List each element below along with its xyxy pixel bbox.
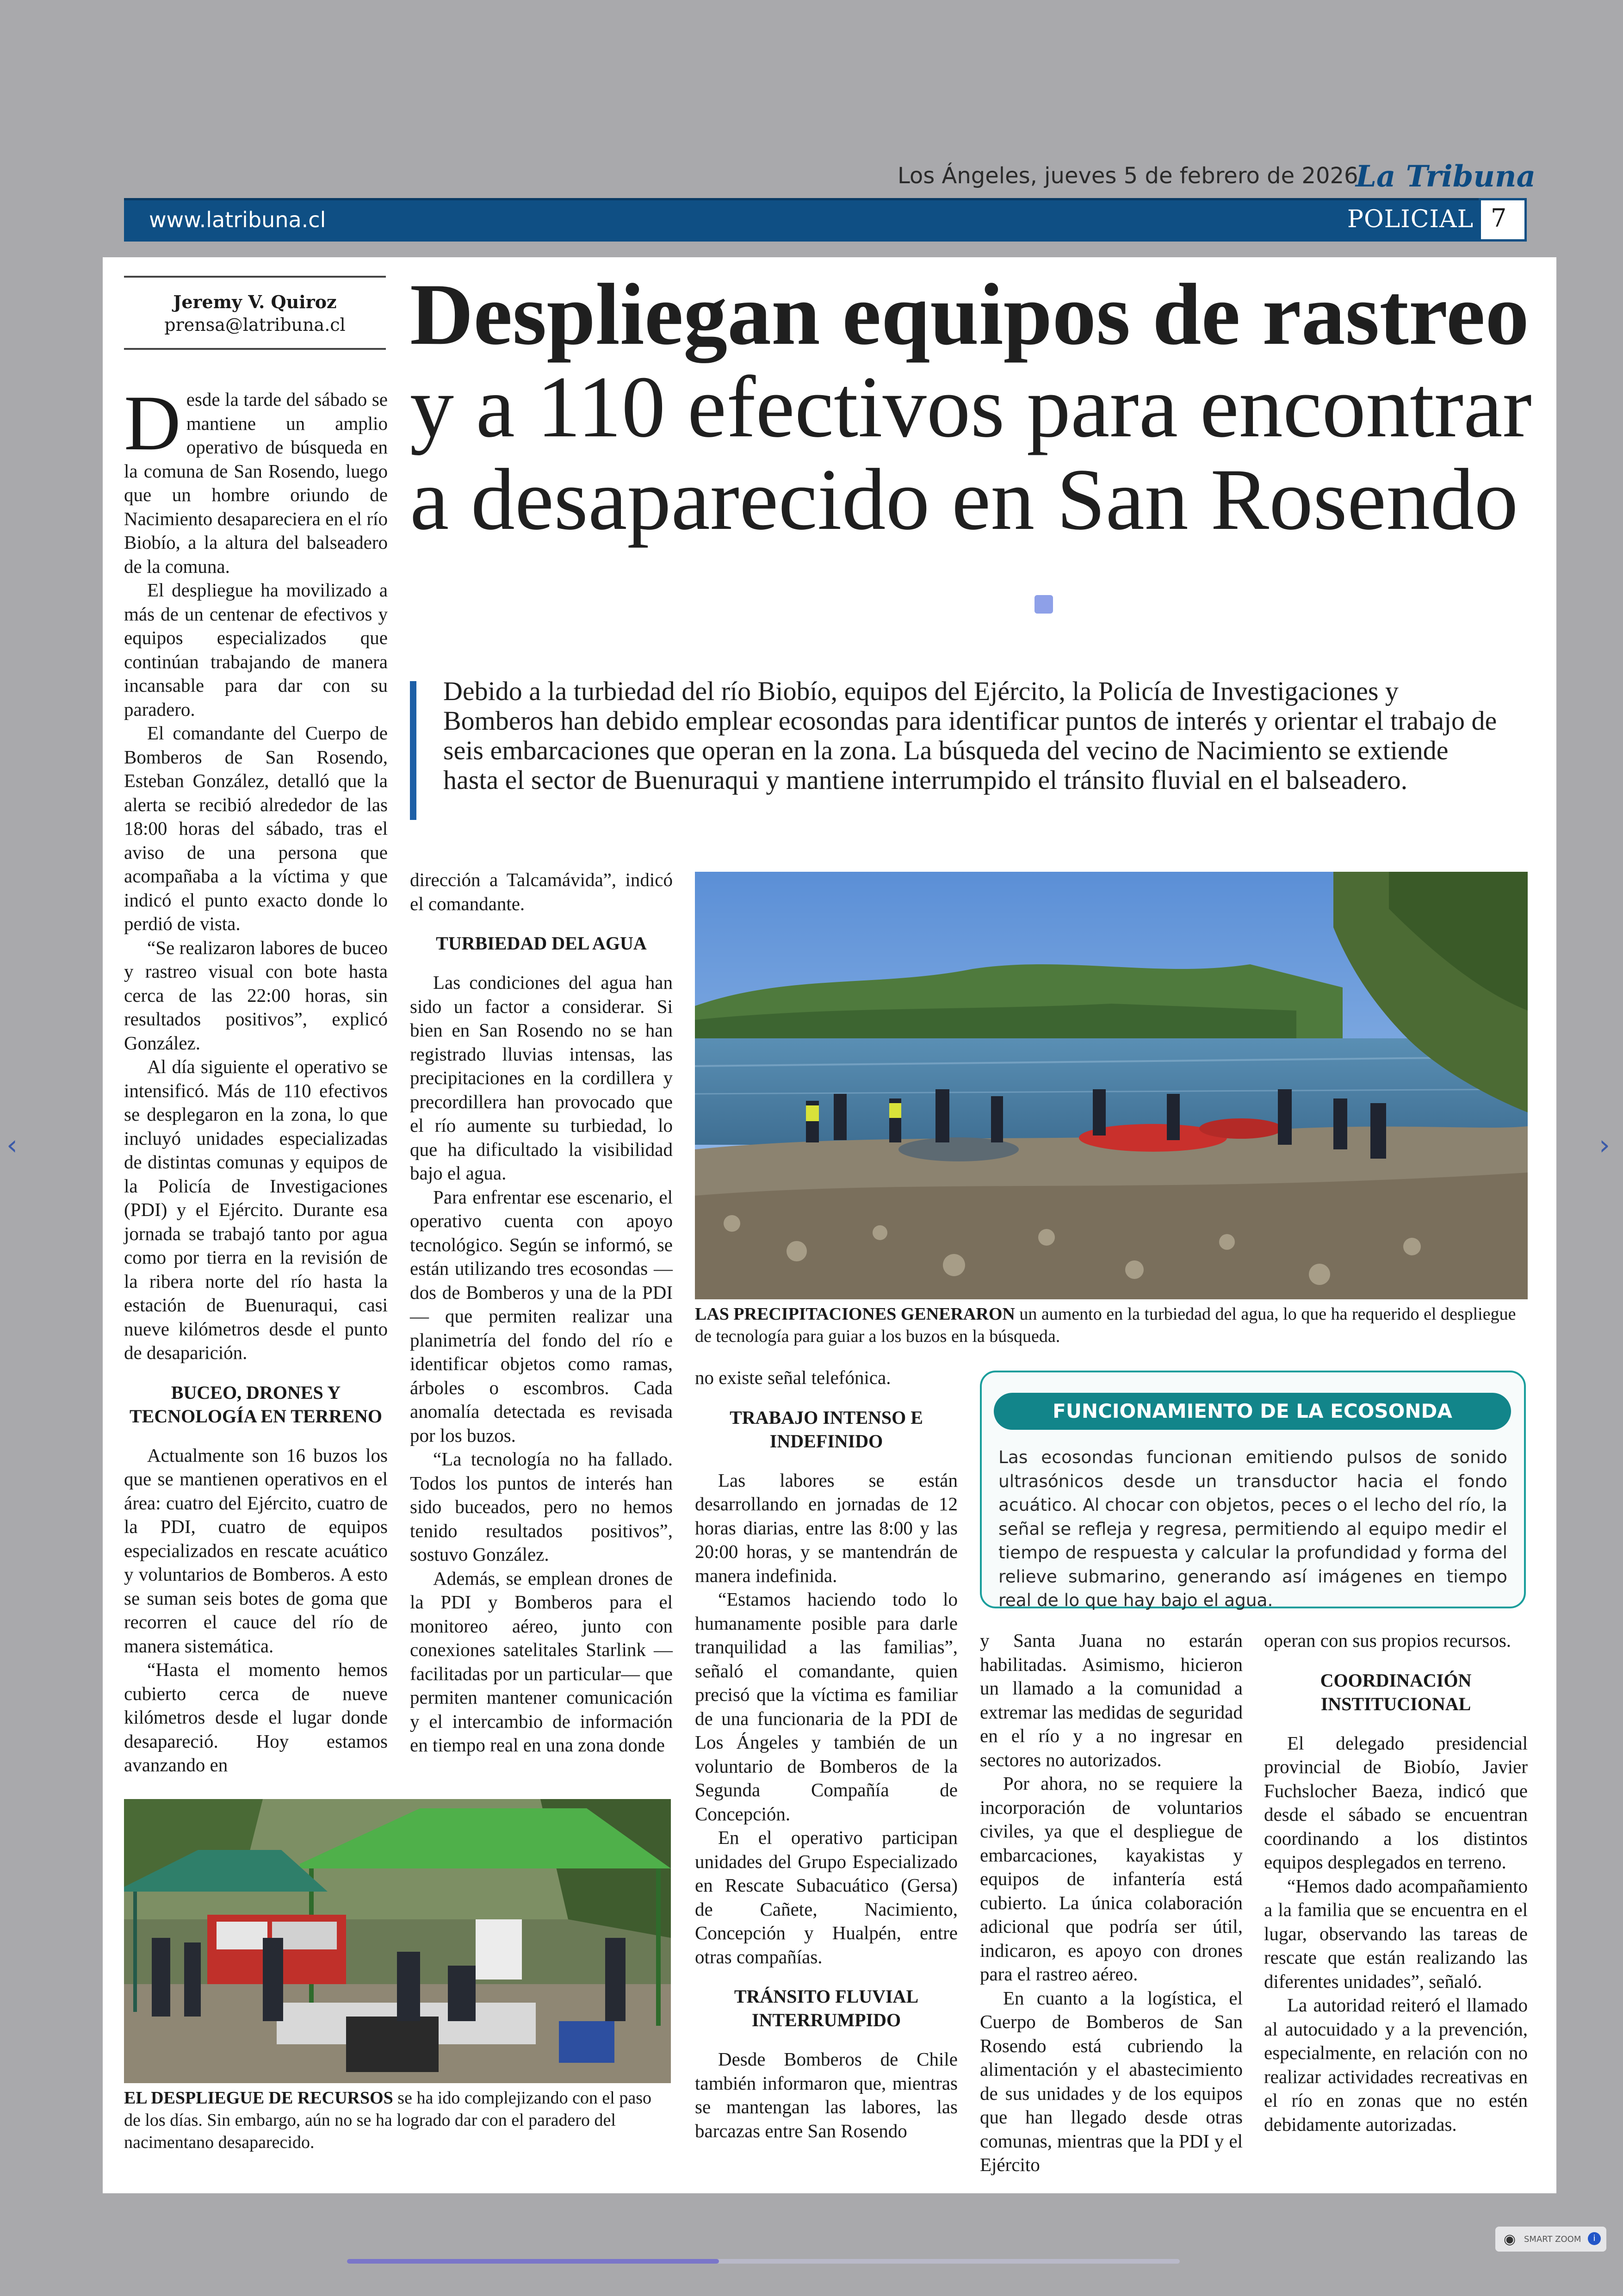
paragraph: El despliegue ha movilizado a más de un centenar de efectivos y equipos especializados que continúan trabajando de manera incansable para dar con su paradero. (124, 579, 388, 720)
annotation-icon[interactable] (1035, 595, 1053, 614)
article-column-2 (410, 868, 673, 1757)
paragraph: Por ahora, no se requiere la incorporación de voluntarios civiles, ya que el despliegue de embarcaciones, kayakistas y equipos de infantería está cubierto. La única colaboración adicional que podría ser útil, indicaron, es apoyo con drones para el rastreo aéreo. (980, 1773, 1243, 1985)
subheading: TURBIEDAD DEL AGUA (436, 933, 647, 954)
paragraph: Además, se emplean drones de la PDI y Bomberos para el monitoreo aéreo, junto con conexiones satelitales Starlink —facilitadas por un particular— que permiten mantener comunicación y el intercambio de información en tiempo real en una zona donde (410, 1567, 673, 1756)
paragraph: y Santa Juana no estarán habilitadas. Asimismo, hicieron un llamado a la comunidad a extremar las medidas de seguridad en el río y a no ingresar en sectores no autorizados. (980, 1630, 1243, 1770)
subheading: COORDINACIÓN INSTITUCIONAL (1320, 1669, 1472, 1714)
paragraph: En el operativo participan unidades del Grupo Especializado en Rescate Subacuático (Gersa) de Cañete, Nacimiento, Concepción y Hualpén, entre otras compañías. (695, 1827, 958, 1967)
paragraph: El comandante del Cuerpo de Bomberos de San Rosendo, Esteban González, detalló que la alerta se recibió alrededor de las 18:00 horas del sábado, tras el aviso de una persona que acompañaba a la víctima y que indicó el punto exacto donde lo perdió de vista. (124, 722, 388, 934)
rescue-river-photo (695, 872, 1528, 1299)
paragraph: Al día siguiente el operativo se intensificó. Más de 110 efectivos se desplegaron en la zona, lo que incluyó unidades especializadas de distintas comunas y equipos de la Policía de Investigaciones (PDI) y el Ejército. Durante esa jornada se trabajó tanto por agua como por tierra en la revisión de la ribera norte del río hasta la estación de Buenuraqui, casi nueve kilómetros desde el punto de desaparición. (124, 1056, 388, 1363)
headline (410, 268, 1543, 546)
article-column-1 (124, 379, 388, 1777)
info-badge: i (1588, 2232, 1601, 2245)
paragraph: Las condiciones del agua han sido un factor a considerar. Si bien en San Rosendo no se han registrado lluvias intensas, las precipitaciones en la cordillera y precordillera han provocado que el río aumente su turbiedad, lo que ha dificultado la visibilidad bajo el agua. (410, 972, 673, 1184)
paragraph: “Hemos dado acompañamiento a la familia que se encuentra en el lugar, observando las tareas de rescate que están realizando las diferentes unidades”, señaló. (1264, 1875, 1528, 1992)
paragraph: La autoridad reiteró el llamado al autocuidado y a la prevención, especialmente, en relación con no realizar actividades recreativas en el río en zonas que no estén debidamente autorizadas. (1264, 1994, 1528, 2135)
page-scrollbar-thumb[interactable] (347, 2259, 719, 2264)
page-number: 7 (1491, 204, 1507, 233)
subheading: TRABAJO INTENSO E INDEFINIDO (730, 1407, 923, 1452)
section-label: POLICIAL (1347, 205, 1474, 233)
author-name: Jeremy V. Quiroz (173, 292, 337, 312)
byline-divider (124, 276, 386, 278)
drop-cap: D (124, 379, 181, 466)
article-column-4 (980, 1629, 1243, 2177)
paragraph: En cuanto a la logística, el Cuerpo de Bomberos de San Rosendo está cubriendo la alimentación y el abastecimiento de sus unidades y de los equipos que han llegado desde otras comunas, mientras que la PDI y el Ejército (980, 1987, 1243, 2175)
info-box-title: FUNCIONAMIENTO DE LA ECOSONDA (994, 1393, 1511, 1430)
subheading: TRÁNSITO FLUVIAL INTERRUMPIDO (734, 1986, 919, 2030)
paragraph: “Estamos haciendo todo lo humanamente posible para darle tranquilidad a las familias”, señaló el comandante, quien precisó que la víctima es familiar de una funcionaria de la PDI de Los Ángeles y también de un voluntario de Bomberos de la Segunda Compañía de Concepción. (695, 1589, 958, 1824)
paragraph: no existe señal telefónica. (695, 1367, 891, 1388)
headline-bold: Despliegan equipos de rastreo (410, 266, 1530, 363)
article-column-3 (695, 1366, 958, 2143)
newspaper-logo: La Tribuna (1356, 159, 1536, 194)
paragraph: dirección a Talcamávida”, indicó el comandante. (410, 869, 673, 914)
paragraph: Para enfrentar ese escenario, el operativo cuenta con apoyo tecnológico. Según se informó, se están utilizando tres ecosondas —dos de Bomberos y una de la PDI— que permiten realizar una planimetría del fondo del río e identificar objetos como ramas, árboles o escombros. Cada anomalía detectada es revisada por los buzos. (410, 1186, 673, 1446)
paragraph: Desde Bomberos de Chile también informaron que, mientras se mantengan las labores, las barcazas entre San Rosendo (695, 2048, 958, 2141)
prev-page-icon[interactable]: ‹ (6, 1129, 18, 1161)
photo-caption: LAS PRECIPITACIONES GENERARON un aumento en la turbiedad del agua, lo que ha requerido el despliegue de tecnología para guiar a los buzos en la búsqueda. (695, 1304, 1516, 1346)
article-deck: Debido a la turbiedad del río Biobío, equipos del Ejército, la Policía de Investigaciones y Bomberos han debido emplear ecosondas para identificar puntos de interés y orientar el trabajo de seis embarcaciones que operan en la zona. La búsqueda del vecino de Nacimiento se extiende hasta el sector de Buenuraqui y mantiene interrumpido el tránsito fluvial en el balseadero. (443, 676, 1497, 795)
site-url: www.latribuna.cl (149, 207, 326, 232)
paragraph: Las labores se están desarrollando en jornadas de 12 horas diarias, entre las 8:00 y las 20:00 horas, y se mantendrán de manera indefinida. (695, 1469, 958, 1586)
paragraph: Desde la tarde del sábado se mantiene un amplio operativo de búsqueda en la comuna de San Rosendo, luego que un hombre oriundo de Nacimiento desapareciera en el río Biobío, a la altura del balseadero de la comuna. (124, 379, 388, 577)
byline-divider (124, 348, 386, 350)
info-box-text: Las ecosondas funcionan emitiendo pulsos de sonido ultrasónicos desde un transductor hacia el fondo acuático. Al chocar con objetos, peces o el lecho del río, la señal se refleja y regresa, permitiendo al equipo medir el tiempo de respuesta y calcular la profundidad y forma del relieve submarino, generando así imágenes en tiempo real de lo que hay bajo el agua. (998, 1447, 1507, 1610)
paragraph: Actualmente son 16 buzos los que se mantienen operativos en el área: cuatro del Ejército, cuatro de la PDI, cuatro de equipos especializados en rescate acuático y voluntarios de Bomberos. A esto se suman seis botes de goma que recorren el cauce del río de manera sistemática. (124, 1444, 388, 1657)
header-bar (124, 198, 1490, 242)
paragraph: operan con sus propios recursos. (1264, 1630, 1511, 1651)
dateline: Los Ángeles, jueves 5 de febrero de 2026 (898, 163, 1358, 189)
command-post-photo (124, 1799, 671, 2083)
paragraph: “Se realizaron labores de buceo y rastreo visual con bote hasta cerca de las 22:00 horas, sin resultados positivos”, explicó González. (124, 937, 388, 1054)
headline-regular: y a 110 efectivos para encontrar a desaparecido en San Rosendo (410, 359, 1532, 548)
paragraph: “La tecnología no ha fallado. Todos los puntos de interés han sido buceados, pero no hemos tenido resultados positivos”, sostuvo González. (410, 1448, 673, 1565)
paragraph: “Hasta el momento hemos cubierto cerca de nueve kilómetros desde el lugar donde desapareció. Hoy estamos avanzando en (124, 1659, 388, 1775)
photo-caption: EL DESPLIEGUE DE RECURSOS se ha ido complejizando con el paso de los días. Sin embargo, aún no se ha logrado dar con el paradero del nacimentano desaparecido. (124, 2088, 652, 2152)
deck-accent-bar (410, 681, 416, 820)
smart-zoom-label: SMART ZOOM (1524, 2234, 1581, 2244)
next-page-icon[interactable]: › (1599, 1129, 1610, 1161)
eye-icon: ◉ (1504, 2231, 1516, 2247)
subheading: BUCEO, DRONES Y TECNOLOGÍA EN TERRENO (129, 1382, 383, 1427)
author-email: prensa@latribuna.cl (164, 315, 346, 335)
article-column-5 (1264, 1629, 1528, 2136)
paragraph: El delegado presidencial provincial de Biobío, Javier Fuchslocher Baeza, indicó que desde el sábado se encuentran coordinando a los distintos equipos desplegados en terreno. (1264, 1732, 1528, 1873)
